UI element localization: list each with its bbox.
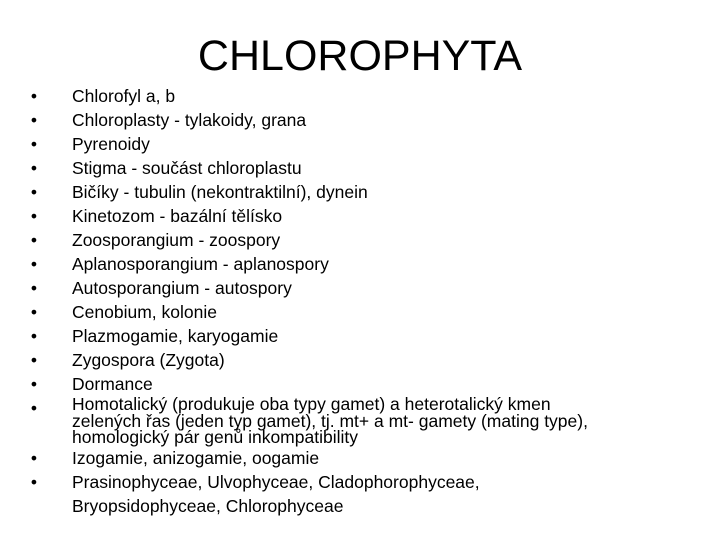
bullet-item [28, 132, 708, 156]
bullet-item [28, 252, 708, 276]
bullet-icon: • [30, 350, 38, 370]
bullet-text-line: Prasinophyceae, Ulvophyceae, Cladophorophyceae, [72, 471, 480, 492]
bullet-text: Autosporangium - autospory [72, 278, 292, 298]
bullet-text: Bičíky - tubulin (nekontraktilní), dynein [72, 182, 368, 202]
bullet-item [28, 324, 708, 348]
bullet-icon: • [30, 374, 38, 394]
bullet-text: Izogamie, anizogamie, oogamie [72, 447, 320, 468]
bullet-text: Aplanosporangium - aplanospory [72, 254, 329, 274]
bullet-text: Pyrenoidy [72, 134, 150, 154]
bullet-text-line: Bryopsidophyceae, Chlorophyceae [72, 495, 344, 516]
bullet-item-classes [28, 470, 708, 518]
bullet-text-line: Homotalický (produkuje oba typy gamet) a heterotalický kmen [72, 394, 551, 414]
bullet-icon: • [30, 206, 38, 226]
bullet-text: Chlorofyl a, b [72, 86, 176, 106]
bullet-item [28, 84, 708, 108]
bullet-icon: • [30, 398, 38, 418]
bullet-item [28, 156, 708, 180]
bullet-text: Plazmogamie, karyogamie [72, 326, 279, 346]
bullet-list [28, 84, 708, 518]
bullet-item [28, 228, 708, 252]
bullet-icon: • [30, 182, 38, 202]
bullet-text: Dormance [72, 374, 153, 394]
bullet-icon: • [30, 471, 38, 492]
bullet-item [28, 300, 708, 324]
bullet-item [28, 372, 708, 396]
bullet-icon: • [30, 326, 38, 346]
bullet-item [28, 108, 708, 132]
bullet-text: Zoosporangium - zoospory [72, 230, 281, 250]
bullet-icon: • [30, 134, 38, 154]
bullet-icon: • [30, 86, 38, 106]
bullet-icon: • [30, 302, 38, 322]
bullet-icon: • [30, 254, 38, 274]
bullet-icon: • [30, 447, 38, 468]
bullet-icon: • [30, 278, 38, 298]
bullet-icon: • [30, 110, 38, 130]
bullet-item-homotalic [28, 396, 708, 446]
bullet-text: Kinetozom - bazální tělísko [72, 206, 283, 226]
bullet-text: Cenobium, kolonie [72, 302, 217, 322]
bullet-item [28, 180, 708, 204]
bullet-item [28, 204, 708, 228]
bullet-item [28, 446, 708, 470]
bullet-icon: • [30, 158, 38, 178]
bullet-item [28, 276, 708, 300]
bullet-text-line: zelených řas (jeden typ gamet), tj. mt+ a mt- gamety (mating type), [72, 410, 588, 431]
bullet-text: Zygospora (Zygota) [72, 350, 225, 370]
bullet-text-line: homologický pár genů inkompatibility [72, 427, 358, 447]
bullet-text: Chloroplasty - tylakoidy, grana [72, 110, 307, 130]
slide-title: CHLOROPHYTA [197, 32, 523, 80]
bullet-text: Stigma - součást chloroplastu [72, 158, 302, 178]
bullet-icon: • [30, 230, 38, 250]
bullet-item [28, 348, 708, 372]
